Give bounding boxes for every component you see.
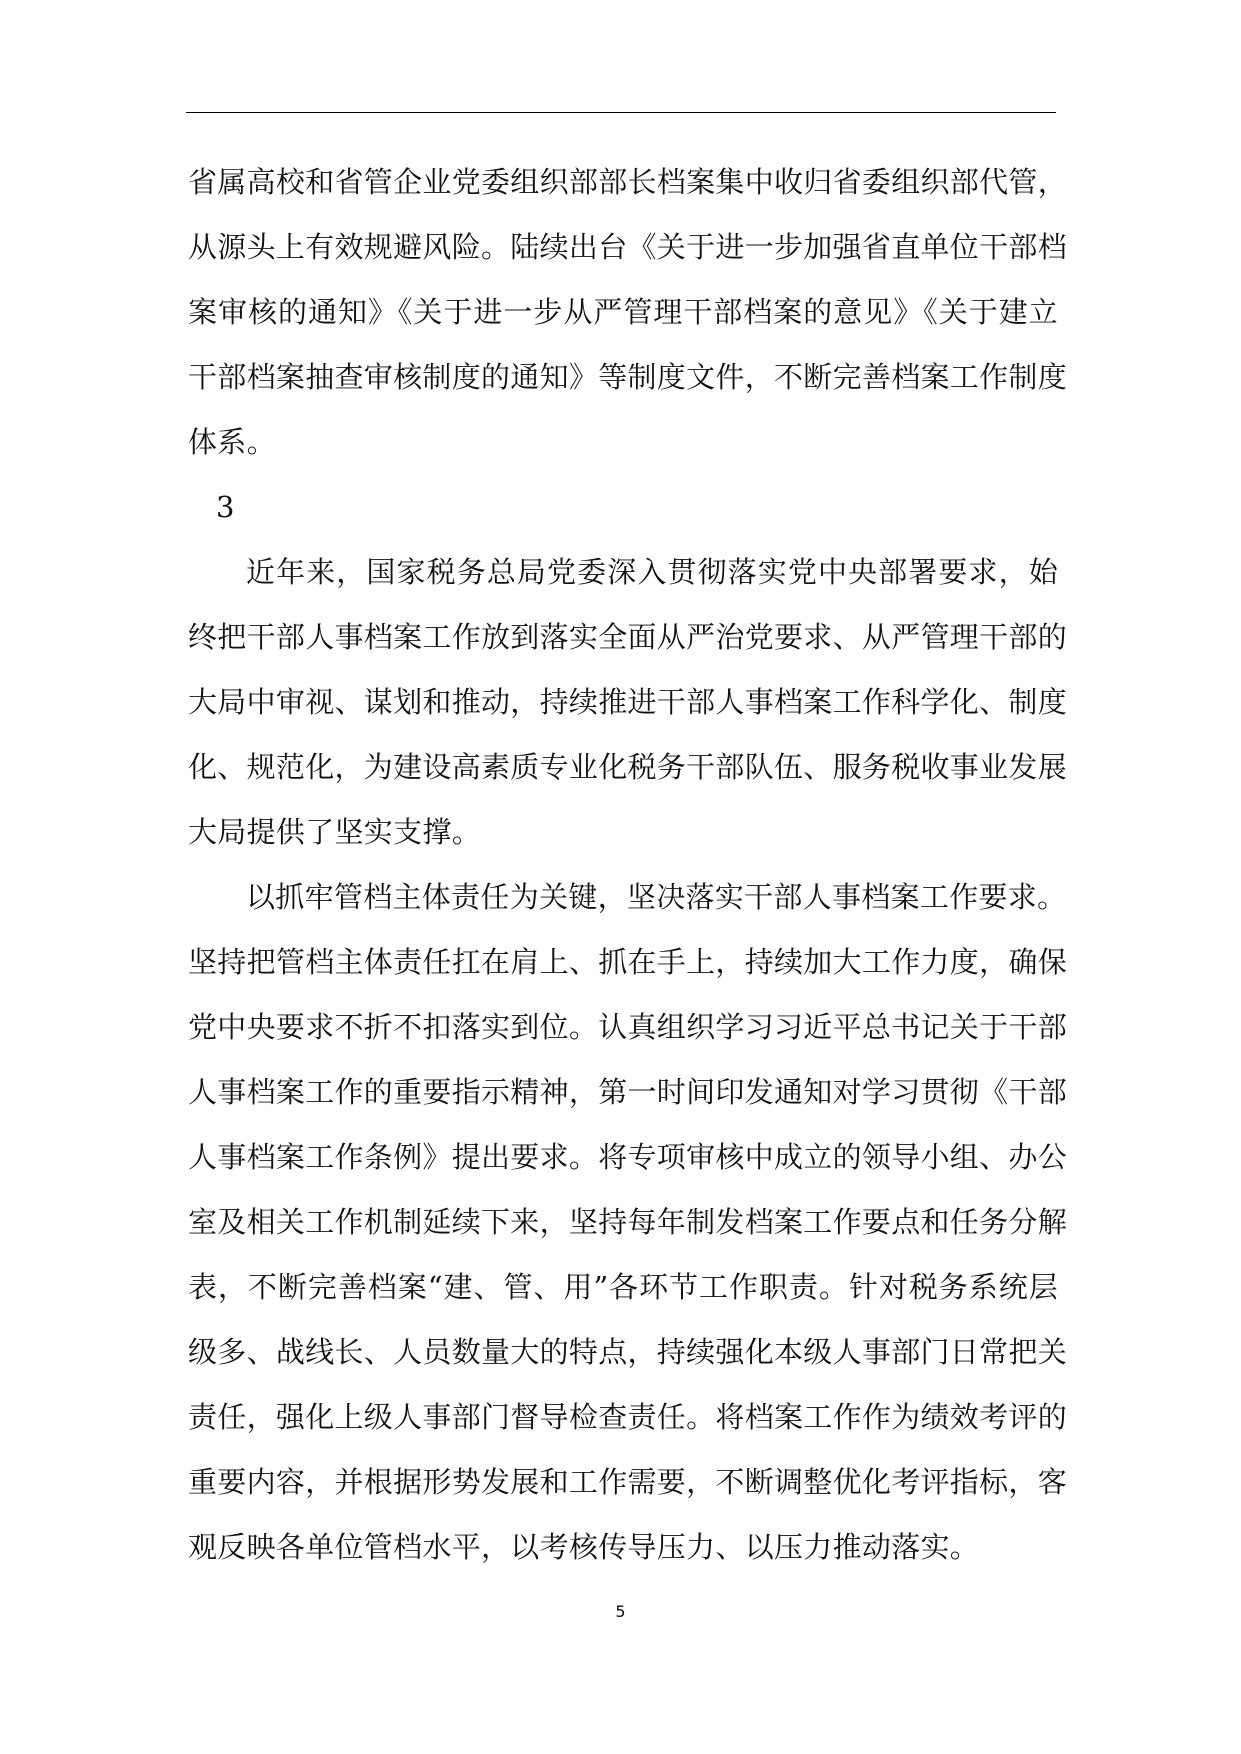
page-number: 5 — [615, 1602, 626, 1621]
paragraph — [188, 865, 1068, 1580]
text-line: 级多、战线长、人员数量大的特点，持续强化本级人事部门日常把关 — [188, 1335, 1068, 1369]
section-number — [188, 475, 1058, 540]
text-line: 大局中审视、谋划和推动，持续推进干部人事档案工作科学化、制度 — [188, 685, 1068, 719]
text-line: 责任，强化上级人事部门督导检查责任。将档案工作作为绩效考评的 — [188, 1400, 1068, 1434]
text-line: 案审核的通知》《关于进一步从严管理干部档案的意见》《关于建立 — [188, 295, 1058, 329]
paragraph-continuation — [188, 150, 1068, 475]
text-line: 坚持把管档主体责任扛在肩上、抓在手上，持续加大工作力度，确保 — [188, 945, 1068, 979]
document-body — [188, 150, 1068, 1580]
text-line: 省属高校和省管企业党委组织部部长档案集中收归省委组织部代管， — [188, 165, 1068, 199]
text-line: 体系。 — [188, 425, 276, 459]
text-line: 人事档案工作的重要指示精神，第一时间印发通知对学习贯彻《干部 — [188, 1075, 1068, 1109]
text-line: 室及相关工作机制延续下来，坚持每年制发档案工作要点和任务分解 — [188, 1205, 1068, 1239]
text-line: 观反映各单位管档水平，以考核传导压力、以压力推动落实。 — [188, 1530, 980, 1564]
text-line: 重要内容，并根据形势发展和工作需要，不断调整优化考评指标，客 — [188, 1465, 1068, 1499]
text-line: 大局提供了坚实支撑。 — [188, 815, 482, 849]
text-line: 从源头上有效规避风险。陆续出台《关于进一步加强省直单位干部档 — [188, 230, 1068, 264]
section-number-text: 3 — [216, 490, 235, 524]
text-line: 终把干部人事档案工作放到落实全面从严治党要求、从严管理干部的 — [188, 620, 1068, 654]
text-line: 化、规范化，为建设高素质专业化税务干部队伍、服务税收事业发展 — [188, 750, 1068, 784]
text-line: 近年来，国家税务总局党委深入贯彻落实党中央部署要求，始 — [246, 555, 1058, 589]
text-line: 干部档案抽查审核制度的通知》等制度文件，不断完善档案工作制度 — [188, 360, 1068, 394]
text-line: 表，不断完善档案“建、管、用”各环节工作职责。针对税务系统层 — [188, 1270, 1058, 1304]
header-rule — [186, 112, 1056, 113]
paragraph — [188, 540, 1068, 865]
text-line: 党中央要求不折不扣落实到位。认真组织学习习近平总书记关于干部 — [188, 1010, 1068, 1044]
text-line: 以抓牢管档主体责任为关键，坚决落实干部人事档案工作要求。 — [246, 880, 1067, 914]
text-line: 人事档案工作条例》提出要求。将专项审核中成立的领导小组、办公 — [188, 1140, 1068, 1174]
